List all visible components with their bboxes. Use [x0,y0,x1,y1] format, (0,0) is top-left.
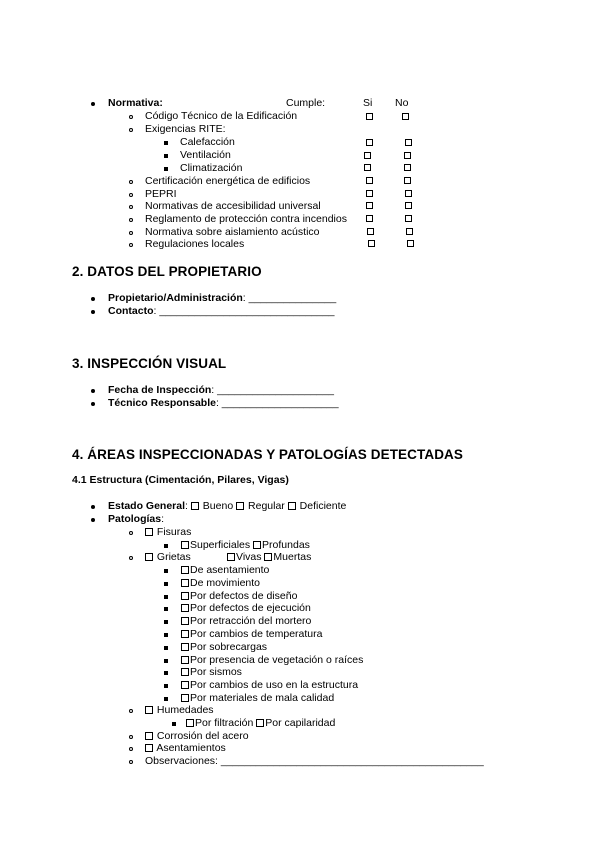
normativa-title: Normativa: [108,97,163,109]
tech-field[interactable] [108,397,339,410]
patologias: Patologías: [108,513,165,525]
humedades-options [186,717,335,730]
grieta-type [181,615,311,628]
normativa-item: Regulaciones locales [145,238,245,250]
checkbox-si[interactable] [366,202,373,209]
bullet [129,115,133,119]
checkbox-muertas[interactable] [264,553,272,561]
grieta-label: De asentamiento [190,564,270,576]
bullet [164,684,168,688]
normativa-item: Calefacción [180,136,235,148]
checkbox[interactable] [181,566,189,574]
bullet [91,297,95,301]
checkbox-si[interactable] [366,139,373,146]
checkbox-capilaridad[interactable] [256,719,264,727]
bullet [129,735,133,739]
bullet [129,231,133,235]
checkbox[interactable] [181,630,189,638]
observaciones-label: Observaciones [145,755,216,767]
grieta-label: Por defectos de diseño [190,590,298,602]
grieta-label: Por defectos de ejecución [190,602,311,614]
checkbox-corrosion[interactable] [145,732,153,740]
grieta-label: Por retracción del mortero [190,615,312,627]
checkbox-asentamientos[interactable] [145,744,153,752]
grieta-label: Por sismos [190,666,242,678]
checkbox-deficiente[interactable] [288,502,296,510]
normativa-item: Normativas de accesibilidad universal [145,200,321,212]
checkbox-no[interactable] [406,228,413,235]
checkbox-no[interactable] [404,164,411,171]
grieta-type [181,666,242,679]
checkbox-profundas[interactable] [253,541,261,549]
checkbox-regular[interactable] [236,502,244,510]
option-profundas: Profundas [262,539,310,551]
grieta-type [181,679,358,692]
checkbox-vivas[interactable] [227,553,235,561]
grieta-label: Por cambios de temperatura [190,628,323,640]
checkbox[interactable] [181,592,189,600]
col-cumple: Cumple: [286,97,326,109]
grieta-type [181,628,322,641]
checkbox-grietas[interactable] [145,553,153,561]
checkbox[interactable] [181,643,189,651]
checkbox[interactable] [181,604,189,612]
bullet [91,102,95,106]
grietas-options [227,551,311,564]
contact-label: Contacto [108,305,154,317]
checkbox-si[interactable] [364,164,371,171]
bullet [164,659,168,663]
checkbox-si[interactable] [366,215,373,222]
checkbox[interactable] [181,617,189,625]
bullet [164,141,168,145]
option-bueno: Bueno [202,500,234,512]
normativa-item: Certificación energética de edificios [145,175,311,187]
estado-general: Estado General: Bueno Regular Deficiente [108,500,347,512]
bullet [164,697,168,701]
bullet [164,167,168,171]
grieta-type [181,602,311,615]
bullet [91,518,95,522]
normativa-item: Normativa sobre aislamiento acústico [145,226,320,238]
bullet [129,180,133,184]
checkbox-si[interactable] [367,228,374,235]
option-vivas: Vivas [236,551,262,563]
checkbox-no[interactable] [405,202,412,209]
option-deficiente: Deficiente [299,500,347,512]
grieta-label: Por presencia de vegetación o raíces [190,654,364,666]
fisuras-label: Fisuras [156,526,192,538]
bullet [129,128,133,132]
bullet [129,205,133,209]
humedades-item [145,704,214,717]
observaciones-field[interactable] [145,755,484,768]
asentamientos-item [145,742,226,755]
owner-blank[interactable]: : _______________ [242,292,337,304]
checkbox-no[interactable] [405,190,412,197]
grietas-label: Grietas [156,551,191,563]
bullet [129,709,133,713]
grieta-type [181,641,267,654]
observaciones-blank[interactable]: : _____________________________________________ [215,755,484,767]
checkbox-no[interactable] [405,139,412,146]
col-si: Si [363,97,373,109]
checkbox[interactable] [181,579,189,587]
grieta-label: De movimiento [190,577,261,589]
option-superficiales: Superficiales [190,539,251,551]
owner-field[interactable] [108,292,336,305]
subsection-heading: 4.1 Estructura (Cimentación, Pilares, Vigas) [72,474,289,486]
bullet [129,556,133,560]
checkbox-humedades[interactable] [145,706,153,714]
normativa-item: Exigencias RITE: [145,123,226,135]
patologias-label: Patologías [108,513,162,525]
bullet [129,760,133,764]
grieta-label: Por sobrecargas [190,641,268,653]
checkbox-no[interactable] [405,215,412,222]
option-filtracion: Por filtración [195,717,254,729]
col-no: No [395,97,409,109]
humedades-label: Humedades [156,704,214,716]
owner-label: Propietario/Administración [108,292,243,304]
bullet [91,402,95,406]
bullet [91,389,95,393]
bullet [129,193,133,197]
checkbox-fisuras[interactable] [145,528,153,536]
checkbox-si[interactable] [366,113,373,120]
checkbox-no[interactable] [404,152,411,159]
tech-blank[interactable]: : ____________________ [215,397,339,409]
grieta-type [181,564,269,577]
normativa-item: PEPRI [145,188,177,200]
grieta-type [181,577,260,590]
date-label: Fecha de Inspección [108,384,212,396]
normativa-item: Código Técnico de la Edificación [145,110,298,122]
checkbox-filtracion[interactable] [186,719,194,727]
bullet [164,582,168,586]
bullet [129,531,133,535]
bullet [164,607,168,611]
option-capilaridad: Por capilaridad [265,717,336,729]
bullet [164,620,168,624]
estado-label: Estado General [108,500,186,512]
bullet [129,218,133,222]
checkbox-no[interactable] [407,240,414,247]
checkbox-no[interactable] [404,177,411,184]
bullet [164,671,168,675]
bullet [164,646,168,650]
date-field[interactable] [108,384,334,397]
bullet [172,722,176,726]
checkbox-no[interactable] [402,113,409,120]
bullet [164,569,168,573]
grieta-label: Por cambios de uso en la estructura [190,679,359,691]
checkbox-si[interactable] [364,152,371,159]
normativa-item: Reglamento de protección contra incendios [145,213,347,225]
section-heading: 4. ÁREAS INSPECCIONADAS Y PATOLOGÍAS DETECTADAS [72,447,464,462]
bullet [91,310,95,314]
section-heading: 2. DATOS DEL PROPIETARIO [72,264,262,279]
asentamientos-label: Asentamientos [156,742,226,754]
bullet [164,633,168,637]
grietas-item [145,551,191,564]
tech-label: Técnico Responsable [108,397,216,409]
checkbox-bueno[interactable] [191,502,199,510]
checkbox-si[interactable] [368,240,375,247]
bullet [129,243,133,247]
section-heading: 3. INSPECCIÓN VISUAL [72,356,227,371]
checkbox-superficiales[interactable] [181,541,189,549]
contact-field[interactable] [108,305,335,318]
date-blank[interactable]: : ____________________ [211,384,334,396]
option-regular: Regular [248,500,285,512]
bullet [164,154,168,158]
checkbox[interactable] [181,681,189,689]
option-muertas: Muertas [273,551,312,563]
grieta-label: Por materiales de mala calidad [190,692,335,704]
bullet [164,544,168,548]
bullet [91,505,95,509]
normativa-item: Climatización [180,162,243,174]
checkbox[interactable] [181,668,189,676]
corrosion-label: Corrosión del acero [156,730,249,742]
checkbox-si[interactable] [366,177,373,184]
bullet [164,595,168,599]
bullet [129,747,133,751]
normativa-item: Ventilación [180,149,231,161]
checkbox[interactable] [181,656,189,664]
contact-blank[interactable]: : ______________________________ [153,305,335,317]
checkbox-si[interactable] [366,190,373,197]
fisuras-item [145,526,191,539]
checkbox[interactable] [181,694,189,702]
